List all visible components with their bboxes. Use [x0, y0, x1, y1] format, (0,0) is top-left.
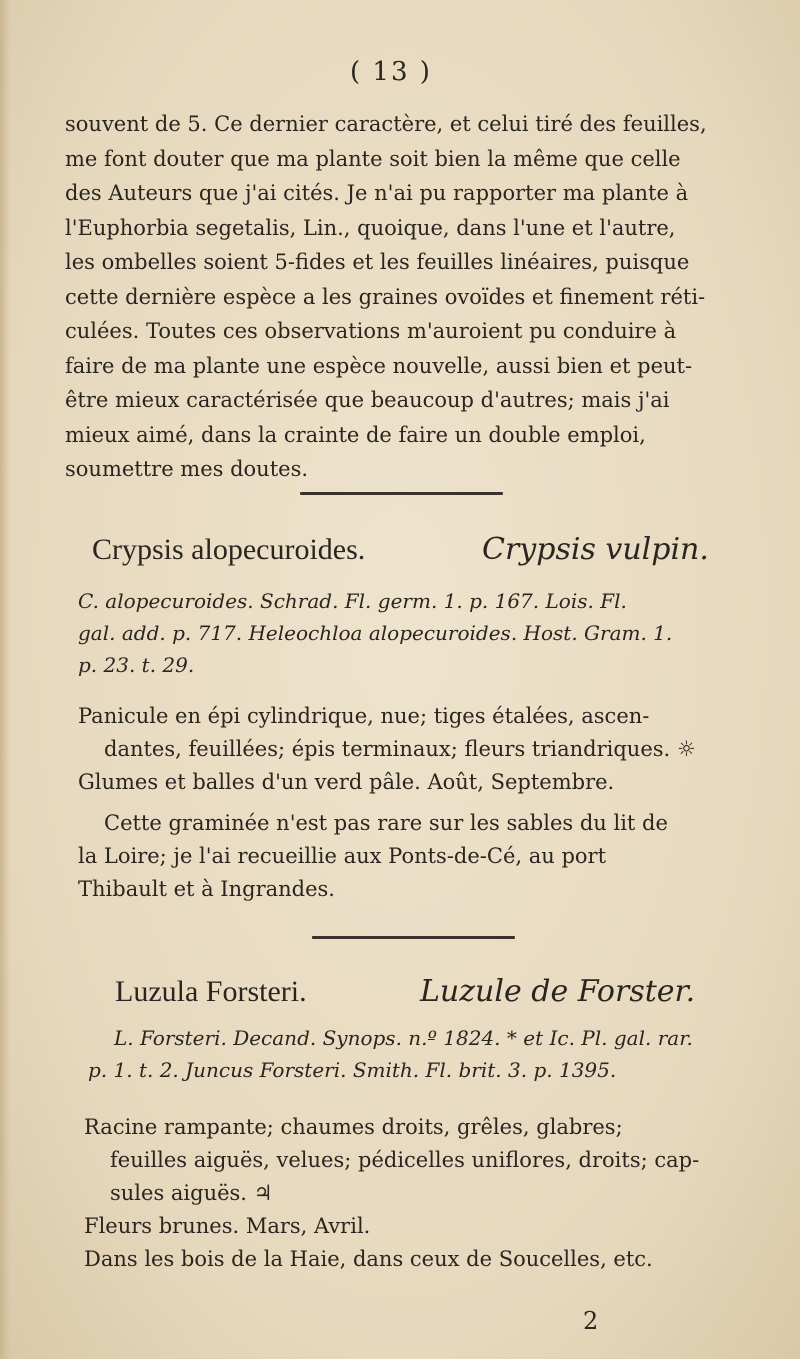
- section-divider: [312, 936, 515, 939]
- text-line: les ombelles soient 5-fides et les feuilles linéaires, puisque: [65, 250, 690, 274]
- species-description: [78, 700, 696, 906]
- latin-name: Crypsis alopecuroides.: [92, 533, 366, 566]
- description-line: Fleurs brunes. Mars, Avril.: [84, 1214, 371, 1238]
- text-line: souvent de 5. Ce dernier caractère, et celui tiré des feuilles,: [65, 112, 707, 136]
- description-line: la Loire; je l'ai recueillie aux Ponts-de-Cé, au port: [78, 844, 607, 868]
- reference-line: L. Forsteri. Decand. Synops. n.º 1824. * et Ic. Pl. gal. rar.: [114, 1026, 693, 1050]
- description-line: Dans les bois de la Haie, dans ceux de Soucelles, etc.: [84, 1247, 653, 1271]
- reference-line: p. 23. t. 29.: [78, 653, 195, 677]
- french-name: Crypsis vulpin.: [482, 532, 709, 567]
- reference-line: C. alopecuroides. Schrad. Fl. germ. 1. p. 167. Lois. Fl.: [78, 589, 627, 613]
- description-line: Panicule en épi cylindrique, nue; tiges étalées, ascen-: [78, 704, 650, 728]
- text-line: cette dernière espèce a les graines ovoïdes et finement réti-: [65, 284, 706, 309]
- page-number: ( 13 ): [350, 57, 432, 87]
- description-line: feuilles aiguës, velues; pédicelles uniflores, droits; cap-: [110, 1148, 700, 1172]
- text-line: faire de ma plante une espèce nouvelle, aussi bien et peut-: [65, 353, 693, 378]
- signature-mark: 2: [583, 1307, 599, 1335]
- species-heading: [92, 532, 712, 572]
- page-edge-shadow: [0, 0, 10, 1359]
- description-line: Glumes et balles d'un verd pâle. Août, Septembre.: [78, 770, 615, 794]
- text-line: soumettre mes doutes.: [65, 457, 309, 481]
- text-line: être mieux caractérisée que beaucoup d'autres; mais j'ai: [65, 388, 670, 412]
- species-heading: [115, 974, 735, 1014]
- reference-line: p. 1. t. 2. Juncus Forsteri. Smith. Fl. brit. 3. p. 1395.: [88, 1058, 617, 1082]
- description-line: Thibault et à Ingrandes.: [78, 877, 335, 901]
- french-name: Luzule de Forster.: [420, 974, 696, 1009]
- text-line: des Auteurs que j'ai cités. Je n'ai pu rapporter ma plante à: [65, 181, 689, 205]
- text-line: me font douter que ma plante soit bien la même que celle: [65, 146, 681, 171]
- latin-name: Luzula Forsteri.: [115, 975, 307, 1008]
- references: [78, 585, 672, 681]
- text-line: mieux aimé, dans la crainte de faire un double emploi,: [65, 422, 646, 447]
- text-line: culées. Toutes ces observations m'auroient pu conduire à: [65, 319, 677, 343]
- description-line: sules aiguës. ♃: [110, 1181, 273, 1205]
- text-line: l'Euphorbia segetalis, Lin., quoique, dans l'une et l'autre,: [65, 215, 676, 240]
- species-description: [84, 1111, 699, 1276]
- reference-line: gal. add. p. 717. Heleochloa alopecuroides. Host. Gram. 1.: [78, 621, 673, 645]
- references: [88, 1022, 693, 1086]
- description-line: dantes, feuillées; épis terminaux; fleurs triandriques. ☼: [104, 737, 696, 761]
- description-line: Cette graminée n'est pas rare sur les sables du lit de: [104, 811, 668, 835]
- description-line: Racine rampante; chaumes droits, grêles, glabres;: [84, 1115, 623, 1139]
- intro-paragraph: [65, 107, 707, 487]
- section-divider: [300, 492, 503, 495]
